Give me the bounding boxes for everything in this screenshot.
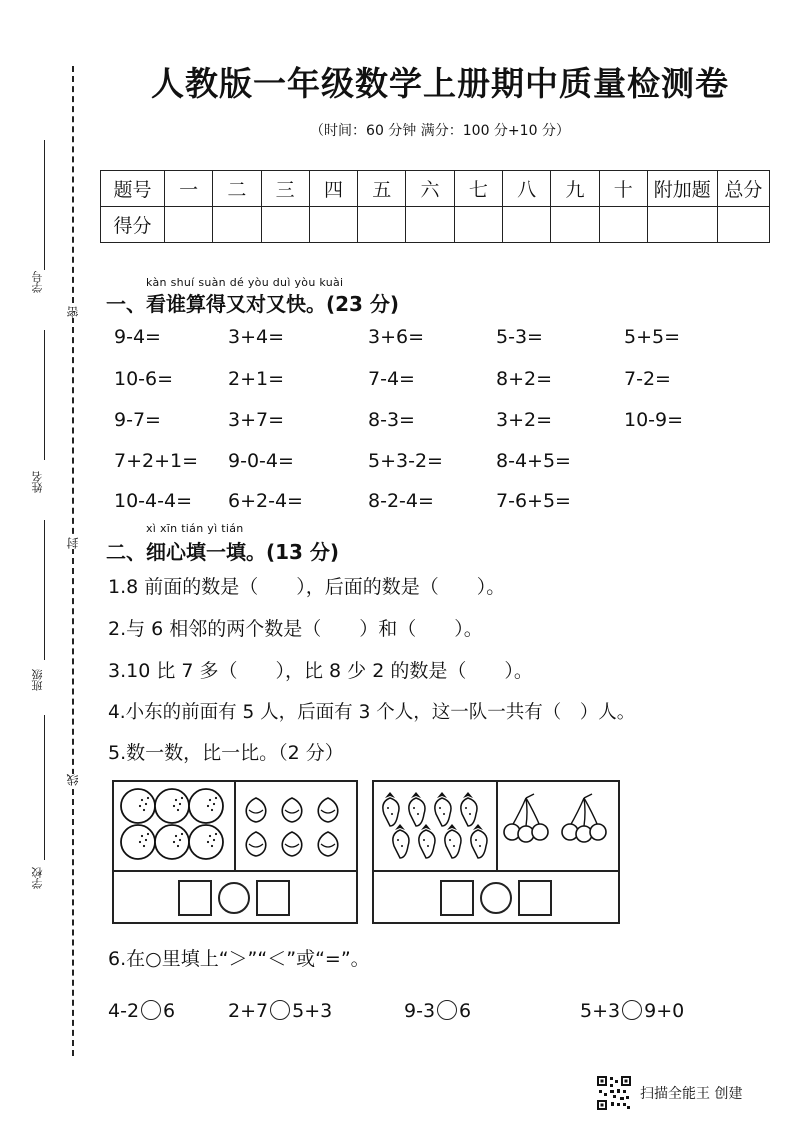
margin-label-school: 学校 bbox=[31, 867, 44, 889]
header-cell: 五 bbox=[358, 171, 406, 207]
score-cell[interactable] bbox=[213, 207, 261, 243]
fill-question-4: 4.小东的前面有 5 人，后面有 3 个人，这一队一共有（ ）人。 bbox=[108, 702, 636, 723]
section1-pinyin: kàn shuí suàn dé yòu duì yòu kuài bbox=[146, 276, 344, 289]
fill-question-3: 3.10 比 7 多（ ），比 8 少 2 的数是（ ）。 bbox=[108, 660, 533, 682]
compare-circle[interactable] bbox=[622, 1000, 642, 1020]
score-cell[interactable] bbox=[717, 207, 769, 243]
arithmetic-problem: 2+1= bbox=[228, 368, 285, 390]
watermark-text: 扫描全能王 创建 bbox=[640, 1086, 743, 1102]
score-table-score-row bbox=[101, 207, 770, 243]
arithmetic-problem: 7-4= bbox=[368, 368, 415, 390]
compare-circle[interactable] bbox=[437, 1000, 457, 1020]
fill-question-1: 1.8 前面的数是（ ），后面的数是（ ）。 bbox=[108, 576, 506, 598]
answer-square[interactable] bbox=[178, 880, 212, 916]
compare-circle[interactable] bbox=[141, 1000, 161, 1020]
arithmetic-problem: 8-3= bbox=[368, 409, 415, 431]
fill-question-5: 5.数一数，比一比。（2 分） bbox=[108, 742, 344, 764]
peach-icon bbox=[236, 784, 354, 868]
score-cell[interactable] bbox=[551, 207, 599, 243]
compare-left: 5+3 bbox=[580, 1000, 621, 1022]
arithmetic-problem: 9-7= bbox=[114, 409, 161, 431]
page-title: 人教版一年级数学上册期中质量检测卷 bbox=[151, 64, 729, 103]
compare-problem bbox=[404, 1000, 471, 1022]
strawberry-cell bbox=[374, 782, 498, 870]
answer-square[interactable] bbox=[440, 880, 474, 916]
header-cell: 一 bbox=[164, 171, 212, 207]
score-cell[interactable] bbox=[164, 207, 212, 243]
margin-rule-name bbox=[44, 330, 45, 460]
peach-cell bbox=[236, 782, 356, 870]
arithmetic-problem: 6+2-4= bbox=[228, 490, 303, 512]
arithmetic-problem: 8-2-4= bbox=[368, 490, 434, 512]
score-cell[interactable] bbox=[406, 207, 454, 243]
score-cell[interactable] bbox=[647, 207, 717, 243]
compare-problem bbox=[108, 1000, 175, 1022]
compare-problem bbox=[228, 1000, 332, 1022]
header-cell: 六 bbox=[406, 171, 454, 207]
compare-left: 9-3 bbox=[404, 1000, 436, 1022]
arithmetic-problem: 3+7= bbox=[228, 409, 285, 431]
binding-dashed-line bbox=[72, 66, 74, 1056]
seal-char-mi: 密 bbox=[66, 306, 80, 318]
header-cell: 附加题 bbox=[647, 171, 717, 207]
compare-right: 6 bbox=[163, 1000, 176, 1022]
arithmetic-problem: 10-9= bbox=[624, 409, 684, 431]
compare-right: 9+0 bbox=[644, 1000, 685, 1022]
score-label-cell: 得分 bbox=[101, 207, 165, 243]
arithmetic-problem: 3+2= bbox=[496, 409, 553, 431]
header-cell: 七 bbox=[454, 171, 502, 207]
answer-square[interactable] bbox=[256, 880, 290, 916]
arithmetic-problem: 10-4-4= bbox=[114, 490, 192, 512]
arithmetic-problem: 5+5= bbox=[624, 326, 681, 348]
seal-char-xian: 线 bbox=[66, 774, 80, 786]
compare-left: 4-2 bbox=[108, 1000, 140, 1022]
orange-icon bbox=[116, 784, 234, 868]
compare-right: 6 bbox=[459, 1000, 472, 1022]
arithmetic-problem: 7-6+5= bbox=[496, 490, 571, 512]
compare-box-fruit-1 bbox=[112, 780, 358, 924]
compare-box-fruit-2 bbox=[372, 780, 620, 924]
compare-answer-row-1 bbox=[114, 870, 356, 922]
arithmetic-problem: 9-0-4= bbox=[228, 450, 294, 472]
orange-cell bbox=[114, 782, 236, 870]
cherry-cell bbox=[498, 782, 618, 870]
score-table bbox=[100, 170, 770, 243]
compare-right: 5+3 bbox=[292, 1000, 333, 1022]
score-cell[interactable] bbox=[599, 207, 647, 243]
header-cell: 总分 bbox=[717, 171, 769, 207]
arithmetic-problem: 8+2= bbox=[496, 368, 553, 390]
header-cell: 四 bbox=[309, 171, 357, 207]
arithmetic-problem: 5-3= bbox=[496, 326, 543, 348]
margin-label-name: 姓名 bbox=[31, 471, 44, 493]
margin-label-student-id: 学号 bbox=[31, 271, 44, 293]
answer-circle[interactable] bbox=[218, 882, 250, 914]
header-cell: 九 bbox=[551, 171, 599, 207]
score-cell[interactable] bbox=[261, 207, 309, 243]
arithmetic-problem: 7-2= bbox=[624, 368, 671, 390]
exam-info: （时间：60 分钟 满分：100 分+10 分） bbox=[310, 123, 570, 139]
fill-question-2: 2.与 6 相邻的两个数是（ ）和（ ）。 bbox=[108, 618, 483, 640]
header-cell: 八 bbox=[503, 171, 551, 207]
cherry-icon bbox=[498, 782, 616, 866]
section1-heading: 一、看谁算得又对又快。(23 分) bbox=[106, 292, 400, 316]
arithmetic-problem: 3+4= bbox=[228, 326, 285, 348]
compare-circle[interactable] bbox=[270, 1000, 290, 1020]
qr-code-icon bbox=[596, 1075, 632, 1111]
margin-label-class: 班级 bbox=[31, 669, 44, 691]
answer-circle[interactable] bbox=[480, 882, 512, 914]
header-cell: 十 bbox=[599, 171, 647, 207]
margin-rule-school bbox=[44, 715, 45, 860]
header-cell: 题号 bbox=[101, 171, 165, 207]
header-cell: 三 bbox=[261, 171, 309, 207]
answer-square[interactable] bbox=[518, 880, 552, 916]
margin-rule-id bbox=[44, 140, 45, 270]
margin-rule-class bbox=[44, 520, 45, 660]
arithmetic-problem: 5+3-2= bbox=[368, 450, 443, 472]
fill-question-6: 6.在○里填上“＞”“＜”或“=”。 bbox=[108, 948, 370, 970]
arithmetic-problem: 3+6= bbox=[368, 326, 425, 348]
score-cell[interactable] bbox=[358, 207, 406, 243]
compare-problem bbox=[580, 1000, 684, 1022]
score-table-header-row bbox=[101, 171, 770, 207]
score-cell[interactable] bbox=[503, 207, 551, 243]
seal-char-feng: 封 bbox=[66, 537, 80, 549]
arithmetic-problem: 7+2+1= bbox=[114, 450, 199, 472]
strawberry-icon bbox=[376, 784, 496, 868]
score-cell[interactable] bbox=[309, 207, 357, 243]
compare-left: 2+7 bbox=[228, 1000, 269, 1022]
arithmetic-problem: 10-6= bbox=[114, 368, 174, 390]
arithmetic-problem: 9-4= bbox=[114, 326, 161, 348]
score-cell[interactable] bbox=[454, 207, 502, 243]
section2-pinyin: xì xīn tián yì tián bbox=[146, 522, 244, 535]
header-cell: 二 bbox=[213, 171, 261, 207]
section2-heading: 二、细心填一填。(13 分) bbox=[106, 540, 340, 564]
compare-answer-row-2 bbox=[374, 870, 618, 922]
arithmetic-problem: 8-4+5= bbox=[496, 450, 571, 472]
